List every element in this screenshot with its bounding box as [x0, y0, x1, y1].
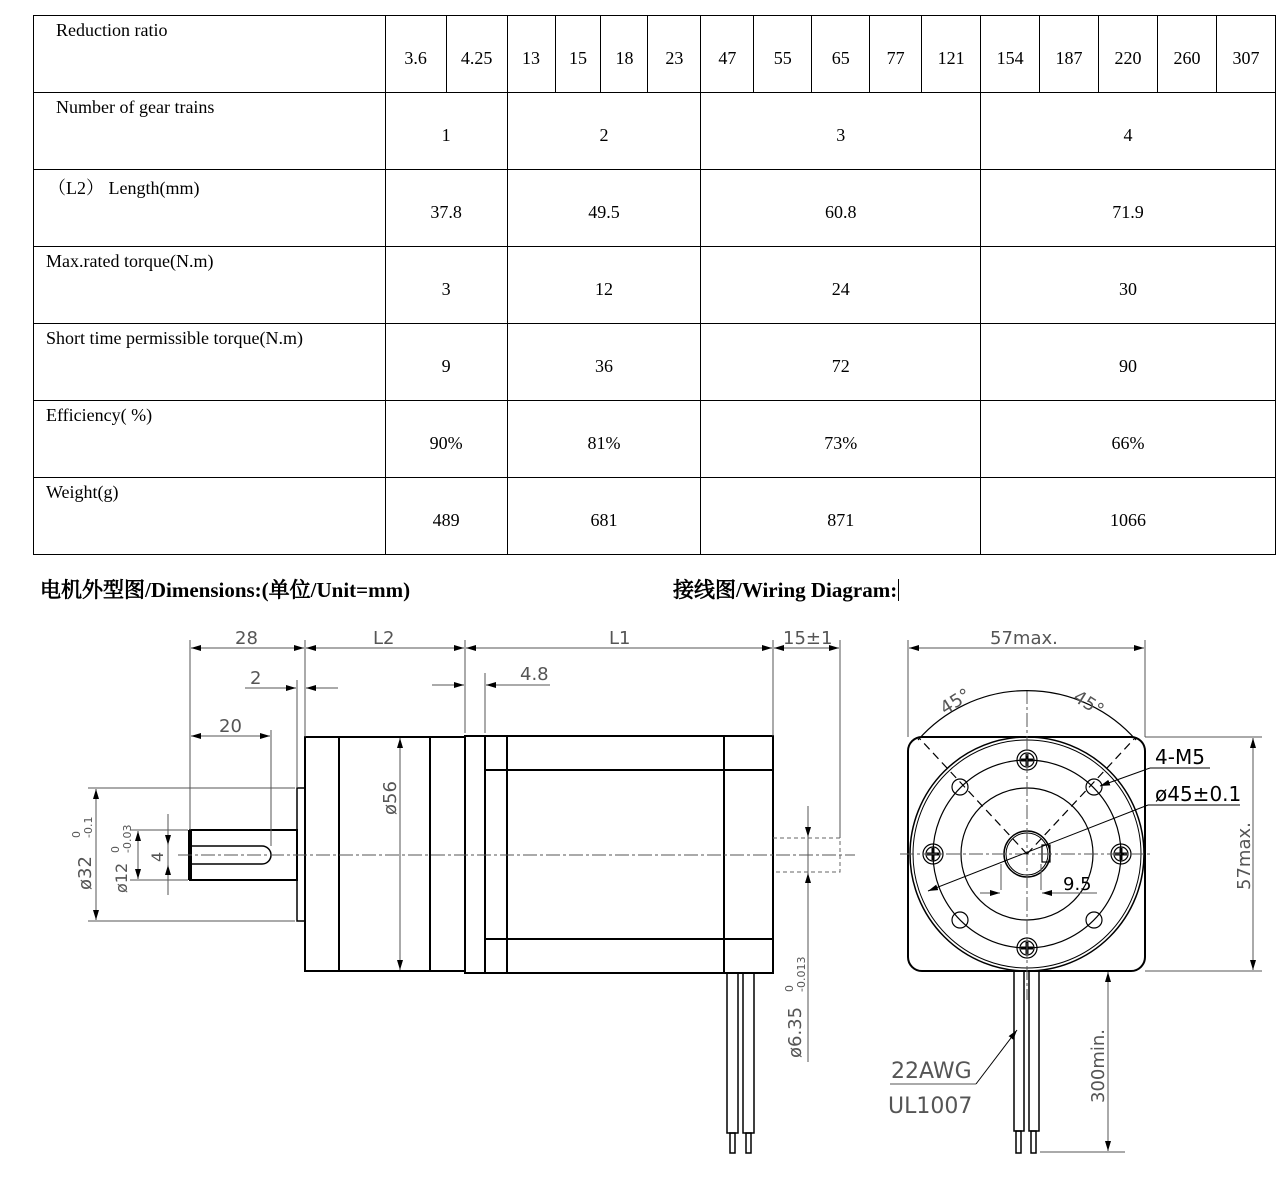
table-cell: 871: [701, 478, 981, 555]
table-cell: 24: [701, 247, 981, 324]
svg-text:-0.03: -0.03: [121, 824, 134, 853]
svg-text:0: 0: [109, 846, 122, 853]
table-cell: 71.9: [981, 170, 1276, 247]
dim-4-8: 4.8: [520, 664, 549, 685]
dim-l2: L2: [373, 628, 395, 649]
table-cell: 3: [385, 247, 507, 324]
row-label: （L2） Length(mm): [34, 170, 386, 247]
table-cell: 3: [701, 93, 981, 170]
table-cell: 13: [507, 16, 555, 93]
table-cell: 81%: [507, 401, 701, 478]
table-cell: 187: [1040, 16, 1099, 93]
dim-angle-left: 45°: [936, 684, 975, 720]
dim-rear-shaft: 15±1: [783, 628, 833, 649]
table-cell: 681: [507, 478, 701, 555]
table-cell: 77: [870, 16, 922, 93]
table-cell: 220: [1099, 16, 1158, 93]
row-label: Weight(g): [34, 478, 386, 555]
dim-2: 2: [250, 668, 262, 689]
table-cell: 66%: [981, 401, 1276, 478]
table-cell: 37.8: [385, 170, 507, 247]
gearbox-body: [305, 737, 465, 971]
table-cell: 49.5: [507, 170, 701, 247]
dim-angle-right: 45°: [1069, 686, 1108, 722]
motor-leads: [727, 973, 754, 1153]
table-cell: 260: [1157, 16, 1216, 93]
table-cell: 489: [385, 478, 507, 555]
table-cell: 18: [601, 16, 648, 93]
table-cell: 30: [981, 247, 1276, 324]
dim-key-9-5: 9.5: [1063, 874, 1092, 895]
table-cell: 12: [507, 247, 701, 324]
dim-dia-56: ø56: [380, 781, 401, 815]
table-cell: 90%: [385, 401, 507, 478]
dim-bolt-circle: ø45±0.1: [1155, 782, 1242, 806]
svg-text:0: 0: [70, 831, 83, 838]
dim-28: 28: [235, 628, 258, 649]
table-cell: 4: [981, 93, 1276, 170]
table-cell: 72: [701, 324, 981, 401]
dim-key-4: 4: [148, 851, 167, 862]
dim-dia-32: ø32: [75, 856, 96, 890]
dim-holes-4-m5: 4-M5: [1155, 745, 1205, 769]
wiring-heading-text: 接线图/Wiring Diagram:: [673, 578, 898, 602]
table-cell: 1: [385, 93, 507, 170]
svg-text:-0.1: -0.1: [82, 816, 95, 838]
dim-20: 20: [219, 716, 242, 737]
table-cell: 307: [1216, 16, 1275, 93]
table-cell: 55: [754, 16, 812, 93]
wire-gauge-label: 22AWG: [891, 1059, 972, 1084]
dim-height-57: 57max.: [1234, 822, 1255, 890]
table-cell: 121: [922, 16, 981, 93]
table-cell: 73%: [701, 401, 981, 478]
dim-dia-12: ø12: [112, 862, 131, 893]
svg-text:0: 0: [783, 985, 796, 992]
table-cell: 9: [385, 324, 507, 401]
dim-lead-300: 300min.: [1088, 1028, 1109, 1103]
table-cell: 65: [812, 16, 870, 93]
row-label: Number of gear trains: [34, 93, 386, 170]
row-label: Efficiency( %): [34, 401, 386, 478]
table-cell: 23: [648, 16, 701, 93]
wire-type-label: UL1007: [888, 1094, 973, 1119]
table-cell: 15: [555, 16, 601, 93]
row-label: Max.rated torque(N.m): [34, 247, 386, 324]
table-cell: 1066: [981, 478, 1276, 555]
row-label: Reduction ratio: [34, 16, 386, 93]
side-view: [178, 736, 855, 1153]
dim-dia-6-35: ø6.35: [785, 1006, 806, 1058]
table-cell: 3.6: [385, 16, 446, 93]
table-cell: 47: [701, 16, 754, 93]
row-label: Short time permissible torque(N.m): [34, 324, 386, 401]
table-cell: 36: [507, 324, 701, 401]
dimensions-heading-text: 电机外型图/Dimensions:(单位/Unit=mm): [40, 578, 411, 602]
dim-width-57: 57max.: [990, 628, 1058, 649]
table-cell: 4.25: [446, 16, 507, 93]
table-cell: 60.8: [701, 170, 981, 247]
svg-text:-0.013: -0.013: [795, 956, 808, 992]
table-cell: 154: [981, 16, 1040, 93]
dim-l1: L1: [609, 628, 631, 649]
table-cell: 90: [981, 324, 1276, 401]
table-cell: 2: [507, 93, 701, 170]
